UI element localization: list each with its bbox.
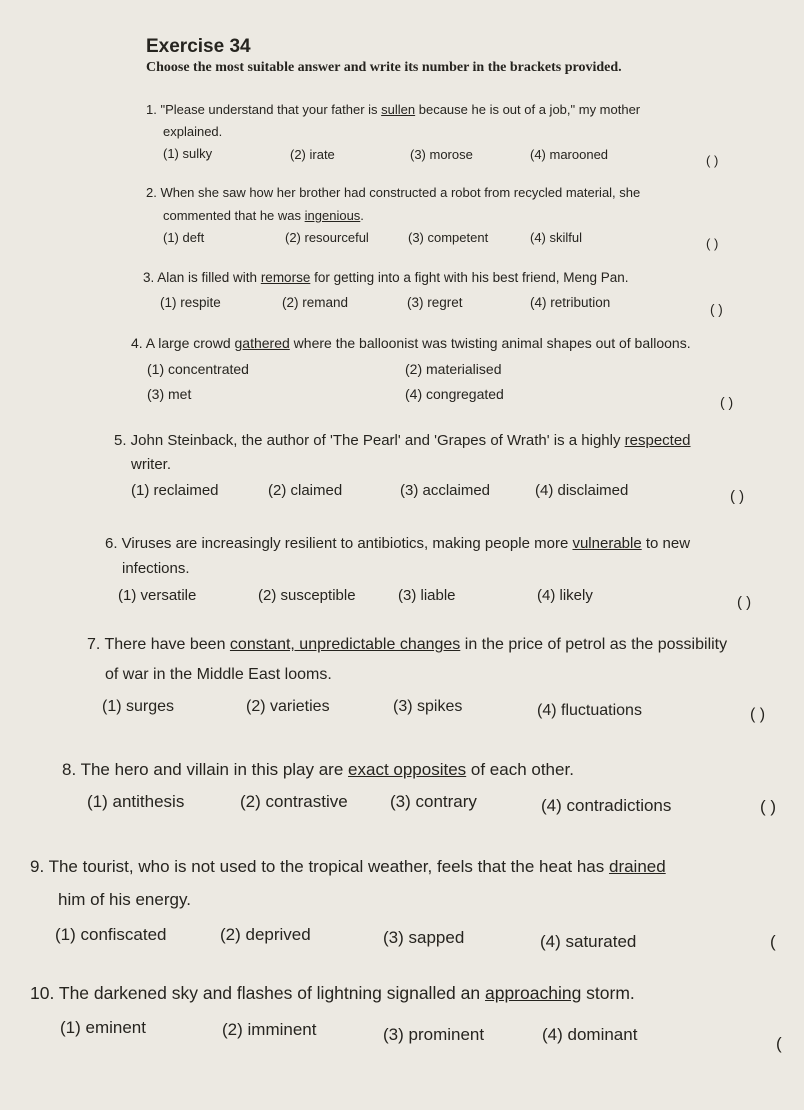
option-4: (4) skilful: [530, 230, 583, 245]
answer-bracket[interactable]: ( ): [737, 594, 752, 611]
option-2: (2) imminent: [222, 1020, 317, 1039]
question-stem-line2: commented that he was ingenious.: [163, 208, 364, 223]
answer-bracket[interactable]: ( ): [730, 488, 745, 505]
option-4: (4) saturated: [540, 932, 637, 951]
question-stem: 2. When she saw how her brother had constructed a robot from recycled material, she: [146, 185, 641, 200]
question-stem: 9. The tourist, who is not used to the tropical weather, feels that the heat has drained: [30, 857, 666, 876]
question-stem-line2: of war in the Middle East looms.: [105, 666, 332, 683]
option-4: (4) fluctuations: [537, 702, 642, 719]
key-word: gathered: [234, 335, 290, 351]
instruction-text: Choose the most suitable answer and write its number in the brackets provided.: [146, 60, 622, 75]
option-4: (4) contradictions: [541, 796, 672, 815]
key-word: remorse: [260, 270, 311, 285]
option-3: (3) liable: [398, 587, 456, 604]
option-2: (2) susceptible: [258, 587, 356, 604]
question-stem: 5. John Steinback, the author of 'The Pearl' and 'Grapes of Wrath' is a highly respected: [114, 432, 691, 449]
option-2: (2) resourceful: [285, 230, 369, 245]
option-3: (3) morose: [410, 147, 473, 162]
option-1: (1) eminent: [60, 1018, 146, 1037]
option-2: (2) irate: [290, 147, 335, 162]
option-1: (1) antithesis: [87, 792, 185, 811]
key-word: sullen: [381, 102, 416, 117]
question-stem: 4. A large crowd gathered where the balloonist was twisting animal shapes out of balloons.: [131, 335, 691, 351]
option-2: (2) deprived: [220, 925, 311, 944]
answer-bracket[interactable]: (: [776, 1034, 782, 1053]
key-word: approaching: [484, 983, 582, 1003]
option-2: (2) remand: [282, 295, 349, 310]
answer-bracket[interactable]: (: [770, 932, 776, 951]
question-stem: 10. The darkened sky and flashes of lightning signalled an approaching storm.: [30, 983, 635, 1003]
option-1: (1) respite: [160, 295, 221, 310]
question-stem-line2: infections.: [122, 560, 190, 577]
question-stem: 6. Viruses are increasingly resilient to antibiotics, making people more vulnerable to new: [105, 535, 691, 552]
option-4: (4) retribution: [530, 295, 611, 310]
answer-bracket[interactable]: ( ): [710, 302, 723, 317]
option-1: (1) versatile: [118, 587, 197, 604]
option-1: (1) confiscated: [55, 925, 167, 944]
option-1: (1) deft: [163, 230, 205, 245]
option-3: (3) competent: [408, 230, 489, 245]
key-word: constant, unpredictable changes: [229, 636, 461, 653]
option-1: (1) surges: [102, 698, 175, 715]
key-word: exact opposites: [348, 760, 467, 779]
question-stem-line2: him of his energy.: [58, 890, 191, 909]
option-4: (4) dominant: [542, 1025, 638, 1044]
option-4: (4) disclaimed: [535, 482, 629, 499]
question-stem: 8. The hero and villain in this play are exact opposites of each other.: [62, 760, 574, 779]
question-stem-line2: writer.: [131, 456, 172, 473]
option-3: (3) prominent: [383, 1025, 485, 1044]
option-4: (4) marooned: [530, 147, 609, 162]
answer-bracket[interactable]: ( ): [750, 706, 766, 723]
key-word: drained: [608, 857, 666, 876]
question-stem-line2: explained.: [163, 124, 223, 139]
option-3: (3) sapped: [383, 928, 465, 947]
key-word: respected: [624, 432, 691, 449]
option-3: (3) contrary: [390, 792, 477, 811]
key-word: vulnerable: [572, 535, 642, 552]
option-3: (3) acclaimed: [400, 482, 491, 499]
option-3: (3) met: [147, 386, 192, 402]
option-2: (2) claimed: [268, 482, 343, 499]
option-4: (4) congregated: [405, 386, 504, 402]
question-stem: 7. There have been constant, unpredictable changes in the price of petrol as the possibility: [87, 636, 728, 653]
option-2: (2) materialised: [405, 361, 502, 377]
option-1: (1) sulky: [163, 146, 213, 161]
answer-bracket[interactable]: ( ): [720, 394, 734, 410]
key-word: ingenious: [304, 208, 361, 223]
option-2: (2) varieties: [246, 698, 330, 715]
option-4: (4) likely: [537, 587, 593, 604]
answer-bracket[interactable]: ( ): [706, 153, 719, 168]
option-3: (3) regret: [407, 295, 463, 310]
answer-bracket[interactable]: ( ): [706, 236, 719, 251]
question-stem: 3. Alan is filled with remorse for getting into a fight with his best friend, Meng Pan.: [143, 270, 629, 285]
option-3: (3) spikes: [393, 698, 463, 715]
option-2: (2) contrastive: [240, 792, 348, 811]
question-stem: 1. "Please understand that your father is sullen because he is out of a job," my mother: [146, 102, 641, 117]
option-1: (1) reclaimed: [131, 482, 219, 499]
exercise-title: Exercise 34: [146, 36, 251, 57]
option-1: (1) concentrated: [147, 361, 249, 377]
answer-bracket[interactable]: ( ): [760, 797, 777, 816]
